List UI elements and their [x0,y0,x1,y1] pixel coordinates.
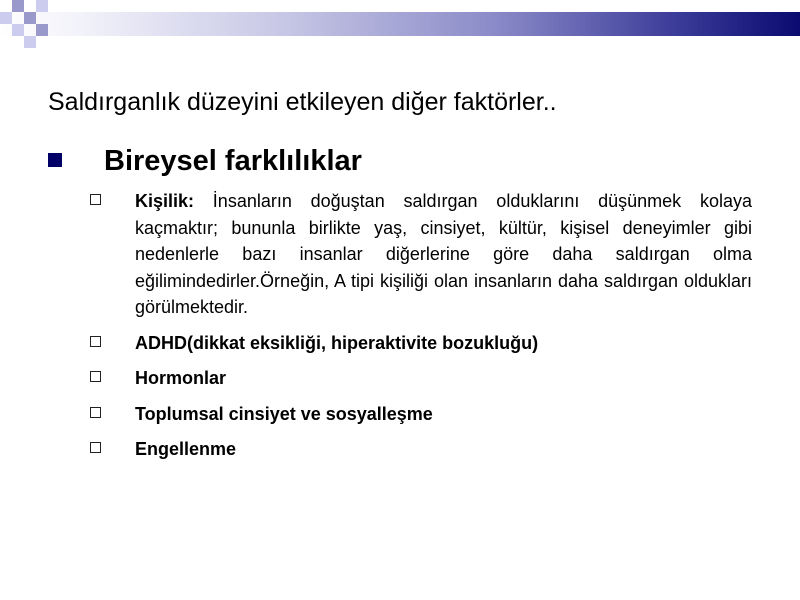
decorative-square [36,24,48,36]
hollow-square-icon [90,442,101,453]
decorative-square [12,0,24,12]
header-gradient-band [0,12,800,36]
list-item-toplumsal-cinsiyet [90,401,752,428]
list-item-engellenme [90,436,752,463]
hollow-square-icon [90,407,101,418]
slide-title: Saldırganlık düzeyini etkileyen diğer faktörler.. [48,88,557,116]
list-item-label: Engellenme [135,439,237,459]
main-bullet-heading: Bireysel farklılıklar [104,145,362,177]
sub-bullet-list [90,188,752,472]
hollow-square-icon [90,194,101,205]
decorative-square [0,12,12,24]
list-item-label: Kişilik: [135,191,195,211]
decorative-square [12,24,24,36]
list-item-text: İnsanların doğuştan saldırgan olduklarını düşünmek kolaya kaçmaktır; bununla birlikte yaş, cinsiyet, kültür, kişisel deneyimler gibi nedenlerle bazı insanlar diğerlerine göre daha saldırgan olma eğilimindedirler.Örneğin, A tipi kişiliği olan insanların daha saldırgan oldukları görülmektedir. [135,191,752,317]
list-item-label: ADHD(dikkat eksikliği, hiperaktivite bozukluğu) [135,332,539,353]
list-item-label: Toplumsal cinsiyet ve sosyalleşme [135,403,433,424]
decorative-square [36,0,48,12]
hollow-square-icon [90,371,101,382]
list-item-adhd [90,330,752,357]
list-item-label: Hormonlar [135,368,227,388]
decorative-square [24,12,36,24]
filled-square-icon [48,153,62,167]
decorative-square [24,36,36,48]
list-item-kisilik [90,188,752,321]
list-item-hormonlar [90,365,752,392]
hollow-square-icon [90,336,101,347]
